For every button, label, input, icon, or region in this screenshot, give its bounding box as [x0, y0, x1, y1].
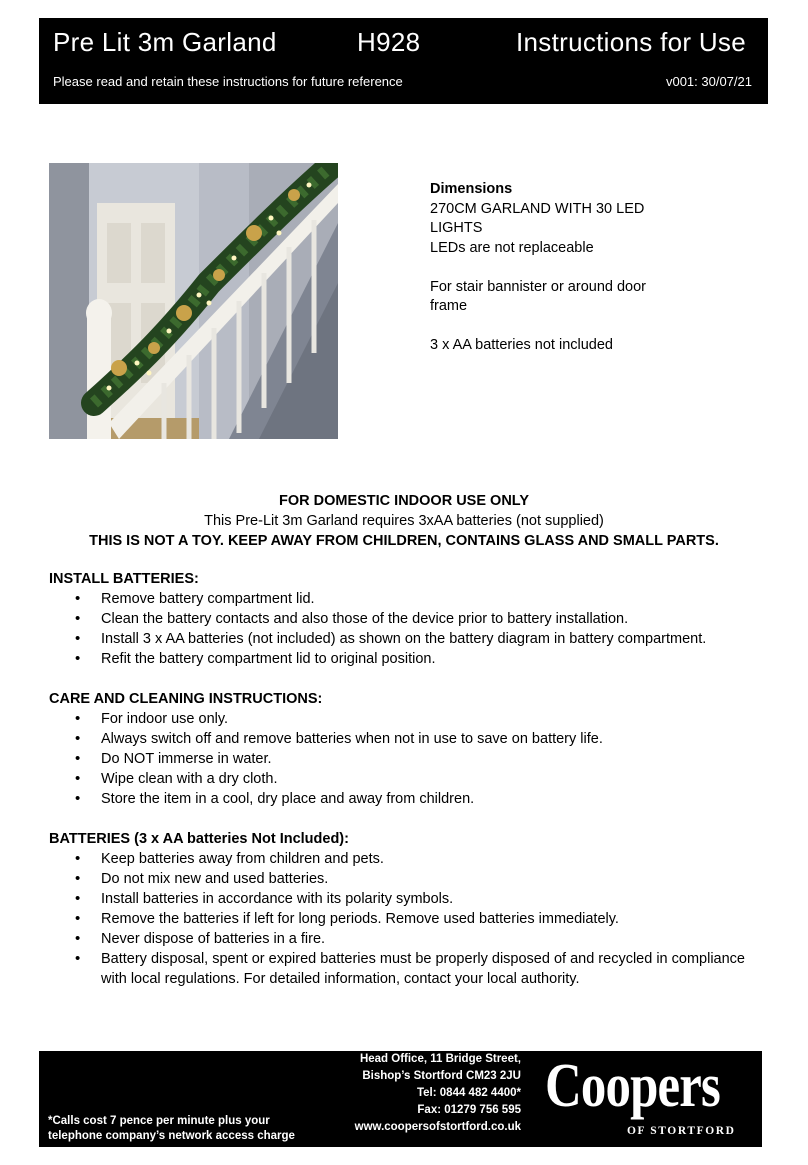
- version-label: v001: 30/07/21: [665, 74, 752, 89]
- batteries-section: [49, 829, 769, 989]
- dimensions-line: For stair bannister or around door: [430, 278, 646, 295]
- dimensions-line: LIGHTS: [430, 220, 483, 236]
- notice-line: FOR DOMESTIC INDOOR USE ONLY: [278, 493, 529, 509]
- product-photo: [49, 163, 338, 439]
- notice-line: THIS IS NOT A TOY. KEEP AWAY FROM CHILDREN, CONTAINS GLASS AND SMALL PARTS.: [89, 533, 719, 549]
- logo-tagline: OF STORTFORD: [627, 1125, 736, 1137]
- list-item: • Install 3 x AA batteries (not included) as shown on the battery diagram in battery compartment.: [49, 629, 769, 649]
- header-subtitle: Please read and retain these instructions for future reference: [53, 74, 403, 89]
- footer-banner: [39, 1051, 762, 1147]
- list-item: • Clean the battery contacts and also those of the device prior to battery installation.: [49, 609, 769, 629]
- list-item: • Battery disposal, spent or expired batteries must be properly disposed of and recycled in compliance with local regulations. For detailed information, contact your local authority.: [49, 949, 769, 989]
- dimensions-line: 3 x AA batteries not included: [430, 337, 613, 353]
- list-item: • For indoor use only.: [49, 709, 769, 729]
- dimensions-line: 270CM GARLAND WITH 30 LED: [430, 200, 645, 217]
- list-item: • Install batteries in accordance with its polarity symbols.: [49, 889, 769, 909]
- dimensions-line: frame: [430, 298, 468, 314]
- list-item: • Store the item in a cool, dry place and away from children.: [49, 789, 769, 809]
- coopers-logo: [545, 1052, 755, 1143]
- dimensions-line: LEDs are not replaceable: [430, 239, 594, 256]
- header-banner: [39, 18, 768, 104]
- section-heading: INSTALL BATTERIES:: [49, 571, 199, 587]
- list-item: • Refit the battery compartment lid to original position.: [49, 649, 769, 669]
- notice-line: This Pre-Lit 3m Garland requires 3xAA batteries (not supplied): [204, 513, 604, 529]
- call-cost-note: [48, 1114, 295, 1144]
- list-item: • Remove the batteries if left for long periods. Remove used batteries immediately.: [49, 909, 769, 929]
- list-item: • Remove battery compartment lid.: [49, 589, 769, 609]
- install-section: [49, 569, 769, 669]
- list-item: • Always switch off and remove batteries when not in use to save on battery life.: [49, 729, 769, 749]
- list-item: • Never dispose of batteries in a fire.: [49, 929, 769, 949]
- dimensions-panel: [430, 180, 680, 356]
- section-heading: CARE AND CLEANING INSTRUCTIONS:: [49, 691, 323, 707]
- section-heading: BATTERIES (3 x AA batteries Not Included):: [49, 831, 349, 847]
- document-type: Instructions for Use: [516, 27, 746, 57]
- safety-notice: [0, 491, 808, 551]
- list-item: • Do not mix new and used batteries.: [49, 869, 769, 889]
- note-line: *Calls cost 7 pence per minute plus your: [48, 1115, 270, 1127]
- fax-number: Fax: 01279 756 595: [417, 1104, 521, 1116]
- address-line: Bishop’s Stortford CM23 2JU: [362, 1070, 521, 1082]
- dimensions-heading: Dimensions: [430, 181, 513, 197]
- product-title: Pre Lit 3m Garland: [53, 27, 277, 57]
- note-line: telephone company’s network access charge: [48, 1130, 295, 1142]
- list-item: • Wipe clean with a dry cloth.: [49, 769, 769, 789]
- phone-number: Tel: 0844 482 4400*: [416, 1087, 521, 1099]
- product-code: H928: [357, 27, 421, 57]
- address-line: Head Office, 11 Bridge Street,: [359, 1053, 521, 1065]
- list-item: • Do NOT immerse in water.: [49, 749, 769, 769]
- company-address: [339, 1051, 521, 1136]
- website-link[interactable]: www.coopersofstortford.co.uk: [354, 1121, 521, 1133]
- care-section: [49, 689, 769, 809]
- list-item: • Keep batteries away from children and pets.: [49, 849, 769, 869]
- logo-wordmark: Coopers: [545, 1052, 721, 1120]
